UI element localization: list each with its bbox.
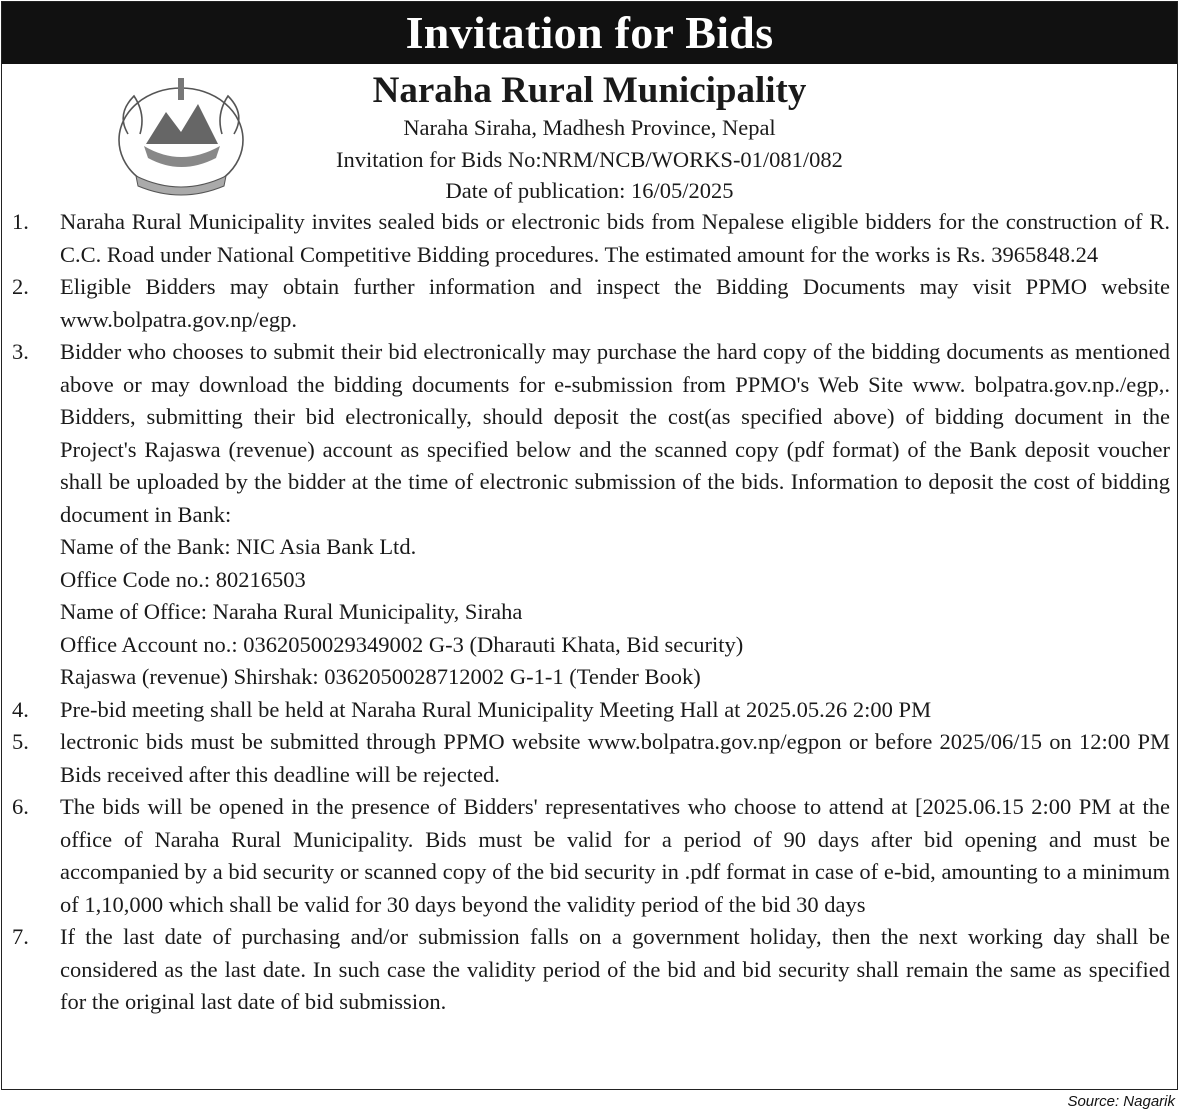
source-credit: Source: Nagarik (1067, 1093, 1175, 1110)
clause-number: 5. (12, 729, 29, 754)
clause-text: The bids will be opened in the presence of Bidders' representatives who choose to attend at [2025.06.15 2:00 PM at the office of Naraha Rural Municipality. Bids must be valid for a period of 90 days after bid opening and must be accompanied by a bid security or scanned copy of the bid security in .pdf format in case of e-bid, amounting to a minimum of 1,10,000 which shall be valid for 30 days beyond the validity period of the bid 30 days (60, 794, 1170, 917)
clause-text: Eligible Bidders may obtain further information and inspect the Bidding Documents may visit PPMO website www.bolpatra.gov.np/egp. (60, 274, 1170, 332)
clause-item (2, 694, 1170, 727)
clause-number: 7. (12, 924, 29, 949)
organization-address: Naraha Siraha, Madhesh Province, Nepal (403, 115, 776, 140)
clause-number: 4. (12, 696, 29, 722)
office-account: Office Account no.: 0362050029349002 G-3 (Dharauti Khata, Bid security) (60, 631, 744, 657)
clause-text: Naraha Rural Municipality invites sealed bids or electronic bids from Nepalese eligible bidders for the construction of R. C.C. Road under National Competitive Bidding procedures. The estimated amount for the works is Rs. 3965848.24 (60, 209, 1170, 267)
bank-name: Name of the Bank: NIC Asia Bank Ltd. (60, 534, 417, 559)
office-name: Name of Office: Naraha Rural Municipality, Siraha (60, 599, 523, 624)
organization-name: Naraha Rural Municipality (372, 70, 807, 111)
bid-notice (1, 1, 1178, 1090)
ifb-number: Invitation for Bids No:NRM/NCB/WORKS-01/081/082 (336, 146, 843, 172)
clause-number: 6. (12, 794, 29, 819)
nepal-government-emblem-icon (106, 74, 256, 202)
clause-number: 1. (12, 209, 29, 234)
clause-item (2, 791, 1170, 921)
rajaswa-account: Rajaswa (revenue) Shirshak: 0362050028712002 G-1-1 (Tender Book) (60, 664, 701, 689)
clause-item (2, 336, 1170, 694)
notice-banner: Invitation for Bids (2, 2, 1177, 64)
clause-text: If the last date of purchasing and/or submission falls on a government holiday, then the next working day shall be considered as the last date. In such case the validity period of the bid and bid security shall remain the same as specified for the original last date of bid submission. (60, 924, 1170, 1014)
clause-number: 3. (12, 339, 29, 364)
clause-number: 2. (12, 274, 29, 299)
clause-item (2, 921, 1170, 1019)
clause-text: Bidder who chooses to submit their bid electronically may purchase the hard copy of the bidding documents as mentioned above or may download the bidding documents for e-submission from PPMO's Web Site www. bolpatra.gov.np./egp,. Bidders, submitting their bid electronically, should deposit the cost(as specified above) of bidding document in the Project's Rajaswa (revenue) account as specified below and the scanned copy (pdf format) of the Bank deposit voucher shall be uploaded by the bidder at the time of electronic submission of the bids. Information to deposit the cost of bidding document in Bank: (60, 339, 1170, 527)
clause-item (2, 726, 1170, 791)
clause-item (2, 271, 1170, 336)
clause-list (2, 206, 1170, 1019)
publication-date: Date of publication: 16/05/2025 (445, 178, 734, 203)
clause-item (2, 206, 1170, 271)
clause-text: lectronic bids must be submitted through PPMO website www.bolpatra.gov.np/egpon or before 2025/06/15 on 12:00 PM Bids received after this deadline will be rejected. (60, 729, 1170, 787)
clause-text: Pre-bid meeting shall be held at Naraha Rural Municipality Meeting Hall at 2025.05.26 2:00 PM (60, 696, 932, 722)
office-code: Office Code no.: 80216503 (60, 566, 306, 592)
